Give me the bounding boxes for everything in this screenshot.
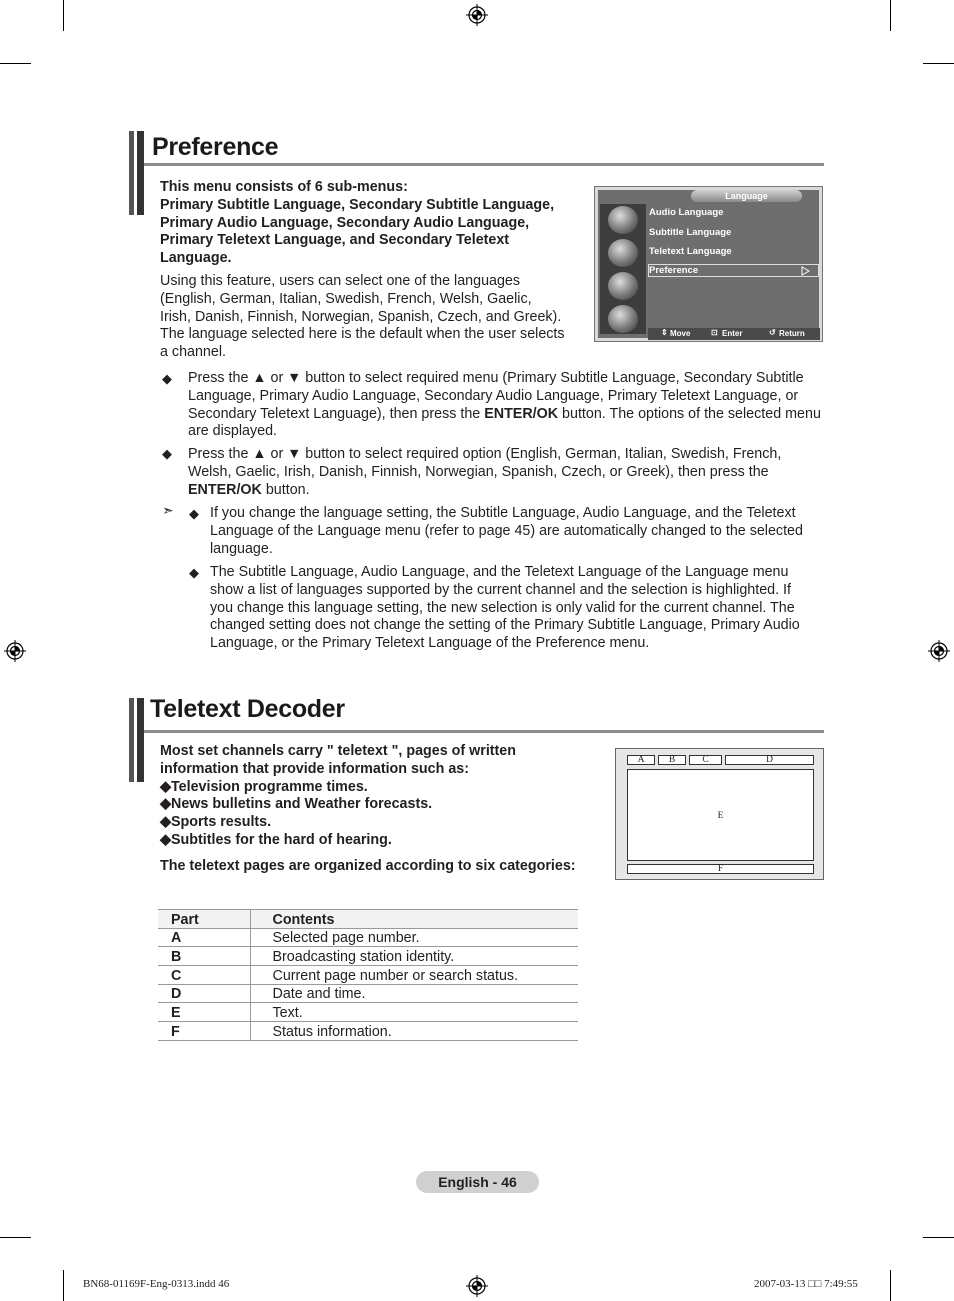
menu-item-audio-language[interactable]: Audio Language [649, 207, 724, 218]
input-icon [608, 305, 638, 333]
section-title-preference: Preference [152, 133, 279, 161]
table-cell-contents: Status information. [250, 1022, 578, 1041]
table-row [158, 984, 578, 1003]
section-rule [144, 163, 824, 166]
menu-item-teletext-language[interactable]: Teletext Language [649, 246, 732, 257]
crop-mark [923, 1237, 954, 1238]
table-row [158, 947, 578, 966]
footer-enter: Enter [722, 329, 743, 338]
return-icon: ↺ [769, 328, 776, 337]
menu-item-subtitle-language[interactable]: Subtitle Language [649, 227, 732, 238]
section-bar [129, 698, 134, 782]
table-row [158, 966, 578, 985]
preference-intro-bold: This menu consists of 6 sub-menus: Primary Subtitle Language, Secondary Subtitle Language, Primary Audio Language, Secondary Audio Language, Primary Teletext Language, and Secondary Teletext Language. [160, 179, 555, 267]
teletext-parts-table [158, 909, 578, 1041]
preference-note-1: If you change the language setting, the Subtitle Language, Audio Language, and the Teletext Language of the Language menu (refer to page 45) are automatically changed to the selected language. [210, 505, 803, 557]
registration-mark-icon [4, 640, 26, 662]
section-rule [144, 730, 824, 733]
menu-footer [648, 328, 820, 340]
arrow-right-icon [801, 266, 810, 276]
table-cell-contents: Broadcasting station identity. [250, 947, 578, 966]
table-row [158, 928, 578, 947]
diagram-part-b: B [658, 755, 686, 765]
registration-mark-icon [928, 640, 950, 662]
diagram-part-a: A [627, 755, 655, 765]
table-cell-part: E [158, 1003, 250, 1022]
section-bar [137, 698, 144, 782]
enter-icon: ⊡ [711, 328, 718, 337]
table-header-row [158, 910, 578, 929]
crop-mark [923, 63, 954, 64]
table-cell-part: C [158, 966, 250, 985]
crop-mark [63, 1270, 64, 1301]
preference-intro-text: Using this feature, users can select one of the languages (English, German, Italian, Swedish, French, Welsh, Gaelic, Irish, Danish, Finnish, Norwegian, Spanish, Czech, and Greek). The language selected here is the default when the user selects a channel. [160, 273, 565, 361]
bullet-diamond-icon: ◆ [189, 506, 199, 521]
registration-mark-icon [466, 1275, 488, 1297]
diagram-part-f: F [627, 864, 814, 874]
preference-note-2: The Subtitle Language, Audio Language, and the Teletext Language of the Language menu show a list of languages supported by the current channel and the selection is highlighted. If you change this language setting, the new selection is only valid for the current channel. The changed setting does not change the setting of the Primary Subtitle Language, Primary Audio Language, or the Primary Teletext Language of the Preference menu. [210, 564, 800, 652]
print-slug-left: BN68-01169F-Eng-0313.indd 46 [83, 1278, 230, 1290]
crop-mark [63, 0, 64, 31]
bullet-diamond-icon: ◆ [162, 446, 172, 461]
crop-mark [0, 63, 31, 64]
sound-icon [608, 239, 638, 267]
table-row [158, 1022, 578, 1041]
table-cell-contents: Date and time. [250, 984, 578, 1003]
table-header-contents: Contents [250, 910, 578, 929]
table-row [158, 1003, 578, 1022]
menu-panel [598, 190, 819, 338]
menu-item-preference[interactable]: Preference [649, 265, 699, 276]
menu-sidebar [600, 204, 646, 334]
table-cell-part: F [158, 1022, 250, 1041]
table-cell-contents: Selected page number. [250, 928, 578, 947]
crop-mark [0, 1237, 31, 1238]
teletext-layout-diagram [615, 748, 824, 880]
picture-icon [608, 206, 638, 234]
table-cell-contents: Current page number or search status. [250, 966, 578, 985]
footer-return: Return [779, 329, 805, 338]
teletext-organized: The teletext pages are organized according to six categories: [160, 858, 576, 874]
table-cell-part: D [158, 984, 250, 1003]
menu-header: Language [691, 190, 802, 202]
diagram-part-d: D [725, 755, 814, 765]
registration-mark-icon [466, 4, 488, 26]
preference-bullet-2: Press the ▲ or ▼ button to select required option (English, German, Italian, Swedish, French, Welsh, Gaelic, Irish, Danish, Finnish, Norwegian, Spanish, Czech, or Greek), then press the ENTER/OK button. [188, 446, 782, 498]
footer-move: Move [670, 329, 691, 338]
section-bar [137, 131, 144, 215]
setup-gear-icon [608, 272, 638, 300]
section-bar [129, 131, 134, 215]
table-cell-contents: Text. [250, 1003, 578, 1022]
language-menu-screenshot [594, 186, 823, 342]
print-slug-right: 2007-03-13 □□ 7:49:55 [754, 1278, 858, 1290]
page-number-badge: English - 46 [416, 1171, 539, 1193]
table-header-part: Part [158, 910, 250, 929]
bullet-diamond-icon: ◆ [162, 371, 172, 386]
preference-bullet-1: Press the ▲ or ▼ button to select required menu (Primary Subtitle Language, Secondary Subtitle Language, Primary Audio Language, Secondary Audio Language, Primary Teletext Language, or Secondary Teletext Language), then press the ENTER/OK button. The options of the selected menu are displayed. [188, 370, 821, 440]
diagram-part-c: C [689, 755, 722, 765]
crop-mark [890, 1270, 891, 1301]
diagram-part-e: E [627, 769, 814, 861]
crop-mark [890, 0, 891, 31]
note-arrow-icon: ➣ [162, 502, 174, 518]
move-icon: ⇕ [661, 328, 668, 337]
bullet-diamond-icon: ◆ [189, 565, 199, 580]
teletext-intro: Most set channels carry " teletext ", pages of written information that provide information such as: ◆Television programme times. ◆News bulletins and Weather forecasts. ◆Sports results. ◆Subtitles for the hard of hearing. [160, 743, 516, 848]
section-title-teletext: Teletext Decoder [150, 695, 345, 723]
table-cell-part: A [158, 928, 250, 947]
table-cell-part: B [158, 947, 250, 966]
